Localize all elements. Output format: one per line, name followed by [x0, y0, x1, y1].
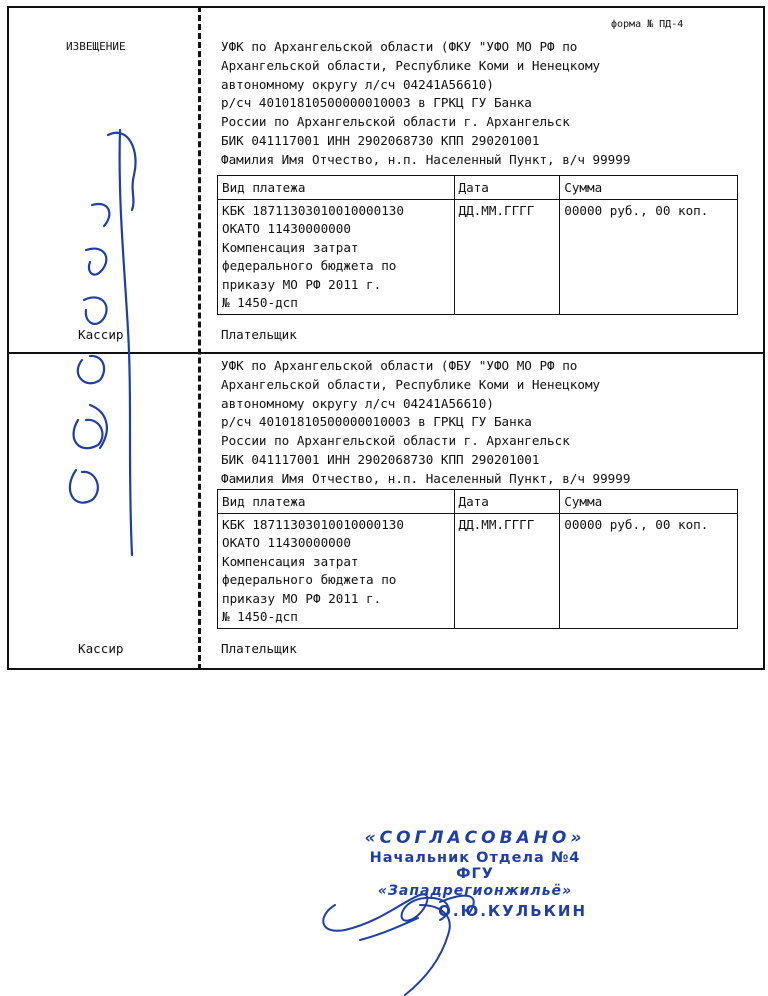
recipient-line: БИК 041117001 ИНН 2902068730 КПП 290201001 [221, 132, 540, 148]
payment-type-line: федерального бюджета по [222, 258, 397, 274]
recipient-line: Фамилия Имя Отчество, н.п. Населенный Пункт, в/ч 99999 [221, 470, 631, 486]
recipient-line: Архангельской области, Республике Коми и Ненецкому [221, 376, 601, 392]
payment-type-line: КБК 18711303010010000130 [222, 517, 404, 532]
recipient-line: Архангельской области, Республике Коми и Ненецкому [221, 57, 601, 73]
cashier-label: Кассир [78, 327, 124, 342]
header-date: Дата [454, 490, 560, 514]
header-payment-type: Вид платежа [218, 490, 455, 514]
payment-type-line: Компенсация затрат [222, 553, 359, 569]
payment-type-line: Компенсация затрат [222, 239, 359, 255]
date-cell: ДД.ММ.ГГГГ [454, 514, 560, 629]
payment-type-line: приказу МО РФ 2011 г. [222, 590, 382, 606]
recipient-line: автономному округу л/сч 04241А56610) [221, 395, 494, 411]
payment-type-line: ОКАТО 11430000000 [222, 221, 351, 237]
header-amount: Сумма [560, 176, 738, 200]
payment-type-line: федерального бюджета по [222, 572, 397, 588]
date-cell: ДД.ММ.ГГГГ [454, 200, 560, 315]
payer-label: Плательщик [221, 641, 297, 656]
stamp-line: Начальник Отдела №4 ФГУ [369, 850, 581, 882]
recipient-line: Фамилия Имя Отчество, н.п. Населенный Пункт, в/ч 99999 [221, 151, 631, 167]
recipient-line: России по Архангельской области г. Архангельск [221, 114, 570, 130]
recipient-line: УФК по Архангельской области (ФБУ "УФО МО РФ по [221, 358, 578, 373]
amount-cell: 00000 руб., 00 коп. [560, 514, 738, 629]
header-amount: Сумма [560, 490, 738, 514]
recipient-line: автономному округу л/сч 04241А56610) [221, 76, 494, 92]
cashier-label: Кассир [78, 641, 124, 656]
header-date: Дата [454, 176, 560, 200]
notice-label: ИЗВЕЩЕНИЕ [66, 40, 126, 53]
payment-type-line: ОКАТО 11430000000 [222, 535, 351, 551]
signature [323, 894, 473, 995]
payment-type-line: № 1450-дсп [222, 609, 298, 625]
payer-label: Плательщик [221, 327, 297, 342]
recipient-line: БИК 041117001 ИНН 2902068730 КПП 290201001 [221, 451, 540, 467]
recipient-line: р/сч 40101810500000010003 в ГРКЦ ГУ Банка [221, 95, 532, 111]
stamp-line: «Западрегионжильё» [377, 883, 573, 899]
recipient-line: России по Архангельской области г. Архангельск [221, 433, 570, 449]
header-payment-type: Вид платежа [218, 176, 455, 200]
stamp-line: «СОГЛАСОВАНО» [364, 828, 586, 848]
recipient-line: УФК по Архангельской области (ФКУ "УФО МО РФ по [221, 39, 578, 54]
payment-type-line: приказу МО РФ 2011 г. [222, 276, 382, 292]
form-code: форма № ПД-4 [611, 19, 684, 30]
amount-cell: 00000 руб., 00 коп. [560, 200, 738, 315]
payment-type-line: № 1450-дсп [222, 295, 298, 311]
recipient-line: р/сч 40101810500000010003 в ГРКЦ ГУ Банка [221, 414, 532, 430]
stamp-line: О.Ю.КУЛЬКИН [438, 902, 587, 920]
payment-type-line: КБК 18711303010010000130 [222, 203, 404, 218]
